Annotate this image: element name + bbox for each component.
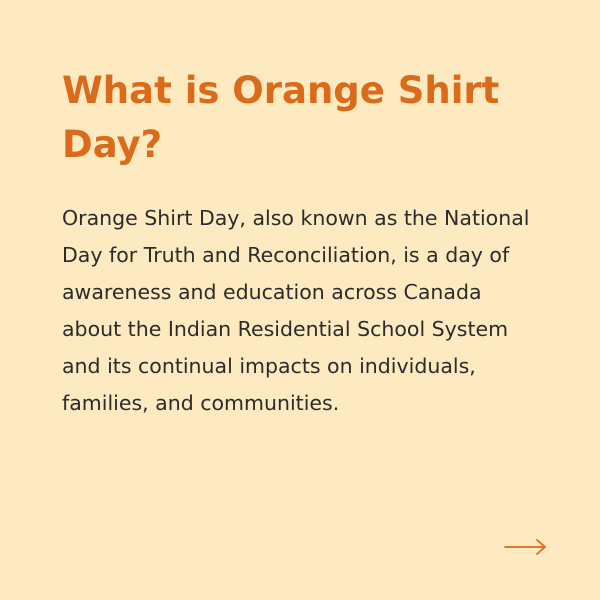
slide-title: What is Orange Shirt Day? bbox=[62, 69, 500, 166]
arrow-right-icon bbox=[504, 537, 548, 557]
next-slide-button[interactable] bbox=[504, 537, 548, 557]
slide-body-text: Orange Shirt Day, also known as the National Day for Truth and Reconciliation, is a day of awareness and education across Canada about the Indian Residential School System and its continual impacts on individuals, families, and communities. bbox=[62, 206, 530, 415]
